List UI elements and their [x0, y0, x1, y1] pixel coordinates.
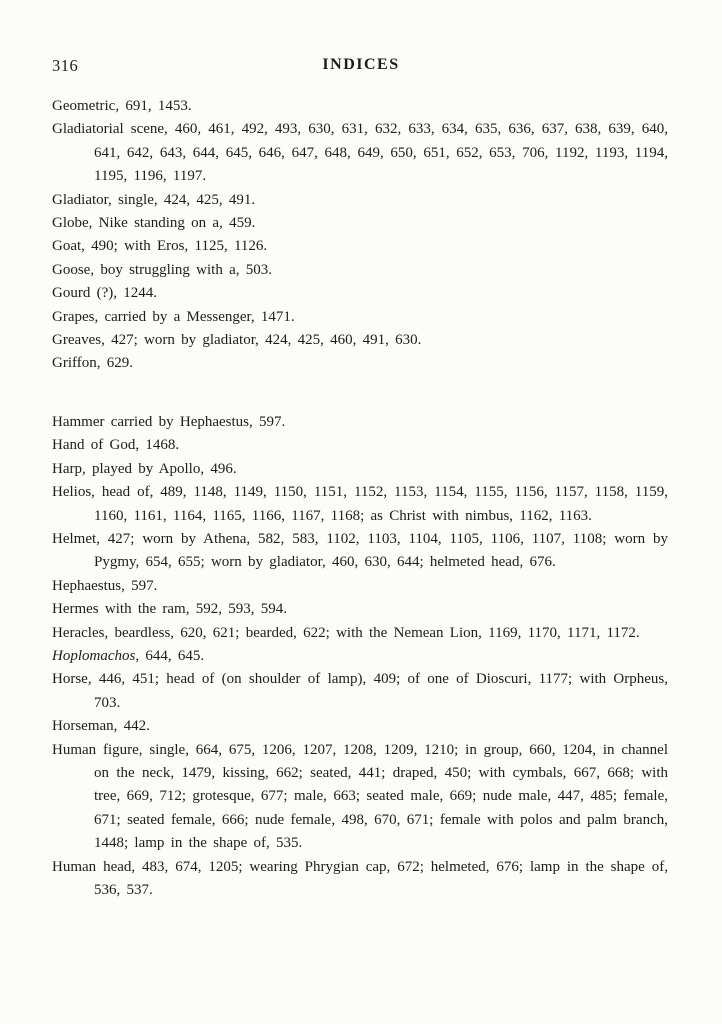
- index-entry: [52, 622, 668, 645]
- entry-references: (?), 1244.: [90, 285, 157, 302]
- entry-term: Hoplomachos: [52, 647, 136, 664]
- entry-references: with the ram, 592, 593, 594.: [98, 601, 287, 618]
- index-entry: [52, 739, 668, 856]
- entry-references: , 490; with Eros, 1125, 1126.: [81, 238, 268, 255]
- index-entry: [52, 434, 668, 457]
- index-entry: [52, 212, 668, 235]
- entry-references: , beardless, 620, 621; bearded, 622; with the Nemean Lion, 1169, 1170, 1171, 1172.: [104, 624, 640, 641]
- entry-term: Hand of God: [52, 437, 136, 454]
- index-section-h: [52, 411, 668, 903]
- entry-references: , 446, 451; head of (on shoulder of lamp), 409; of one of Dioscuri, 1177; with Orpheus, 703.: [87, 671, 668, 711]
- entry-references: , 1468.: [135, 437, 180, 454]
- entry-references: , 691, 1453.: [115, 98, 192, 114]
- entry-term: Hermes: [52, 601, 99, 618]
- index-entry: [52, 528, 668, 575]
- entry-term: Helios: [52, 484, 92, 501]
- entry-term: Hammer: [52, 413, 105, 430]
- entry-term: Goose: [52, 261, 91, 278]
- index-entry: [52, 259, 668, 282]
- index-entry: [52, 329, 668, 352]
- index-entry: [52, 235, 668, 258]
- entry-references: , 427; worn by Athena, 582, 583, 1102, 1103, 1104, 1105, 1106, 1107, 1108; worn by Pygmy, 654, 655; worn by gladiator, 460, 630, 644; helmeted head, 676.: [94, 530, 668, 571]
- entry-term: Heracles: [52, 624, 105, 641]
- entry-references: , single, 664, 675, 1206, 1207, 1208, 1209, 1210; in group, 660, 1204, in channel on the neck, 1479, kissing, 662; seated, 441; draped, 450; with cymbals, 667, 668; with tree, 669, 712; grotesque, 677; male, 663; seated male, 669; nude male, 447, 485; female, 671; seated female, 666; nude female, 498, 670, 671; female with polos and palm branch, 1448; lamp in the shape of, 535.: [94, 741, 668, 852]
- entry-references: , 644, 645.: [135, 647, 205, 664]
- index-entry: [52, 575, 668, 598]
- entry-term: Human figure: [52, 741, 139, 758]
- index-entry: [52, 118, 668, 188]
- entry-term: Greaves: [52, 332, 102, 349]
- index-entry: [52, 715, 668, 738]
- entry-references: , 629.: [96, 355, 133, 372]
- page-number: 316: [52, 56, 79, 75]
- index-section-g: [52, 95, 668, 376]
- running-head: INDICES: [322, 56, 400, 73]
- entry-term: Horse: [52, 671, 88, 688]
- entry-term: Grapes: [52, 308, 95, 325]
- index-entry: [52, 352, 668, 375]
- entry-term: Gourd: [52, 285, 91, 302]
- entry-term: Globe: [52, 215, 89, 232]
- index-entry: [52, 306, 668, 329]
- entry-references: , 442.: [113, 718, 150, 735]
- entry-references: , played by Apollo, 496.: [82, 460, 237, 477]
- entry-references: , 597.: [121, 577, 158, 594]
- index-entry: [52, 645, 668, 668]
- index-entries: [52, 95, 668, 902]
- entry-term: Gladiatorial scene: [52, 121, 165, 138]
- index-entry: [52, 598, 668, 621]
- entry-term: Horseman: [52, 718, 114, 735]
- index-entry: [52, 411, 668, 434]
- index-entry: [52, 458, 668, 481]
- entry-references: , boy struggling with a, 503.: [90, 261, 272, 278]
- entry-term: Harp: [52, 460, 82, 477]
- entry-references: , 483, 674, 1205; wearing Phrygian cap, 672; helmeted, 676; lamp in the shape of, 536, 537.: [94, 858, 668, 898]
- index-entry: [52, 282, 668, 305]
- entry-term: Human head: [52, 858, 132, 875]
- index-entry: [52, 95, 668, 118]
- entry-term: Goat: [52, 238, 82, 255]
- entry-references: carried by Hephaestus, 597.: [104, 413, 286, 430]
- index-entry: [52, 856, 668, 903]
- entry-references: , 427; worn by gladiator, 424, 425, 460, 491, 630.: [101, 332, 422, 349]
- entry-term: Geometric: [52, 98, 116, 114]
- entry-references: , Nike standing on a, 459.: [88, 215, 256, 232]
- entry-term: Gladiator: [52, 191, 109, 208]
- entry-term: Helmet: [52, 530, 97, 547]
- entry-references: , single, 424, 425, 491.: [108, 191, 256, 208]
- entry-term: Griffon: [52, 355, 97, 372]
- entry-references: , head of, 489, 1148, 1149, 1150, 1151, 1152, 1153, 1154, 1155, 1156, 1157, 1158, 1159, 1160, 1161, 1164, 1165, 1166, 1167, 1168; as Christ with nimbus, 1162, 1163.: [91, 484, 668, 524]
- entry-term: Hephaestus: [52, 577, 122, 594]
- index-entry: [52, 481, 668, 528]
- index-entry: [52, 668, 668, 715]
- entry-references: , carried by a Messenger, 1471.: [94, 308, 295, 325]
- index-entry: [52, 189, 668, 212]
- entry-references: , 460, 461, 492, 493, 630, 631, 632, 633, 634, 635, 636, 637, 638, 639, 640, 641, 642, 643, 644, 645, 646, 647, 648, 649, 650, 651, 652, 653, 706, 1192, 1193, 1194, 1195, 1196, 1197.: [94, 121, 668, 185]
